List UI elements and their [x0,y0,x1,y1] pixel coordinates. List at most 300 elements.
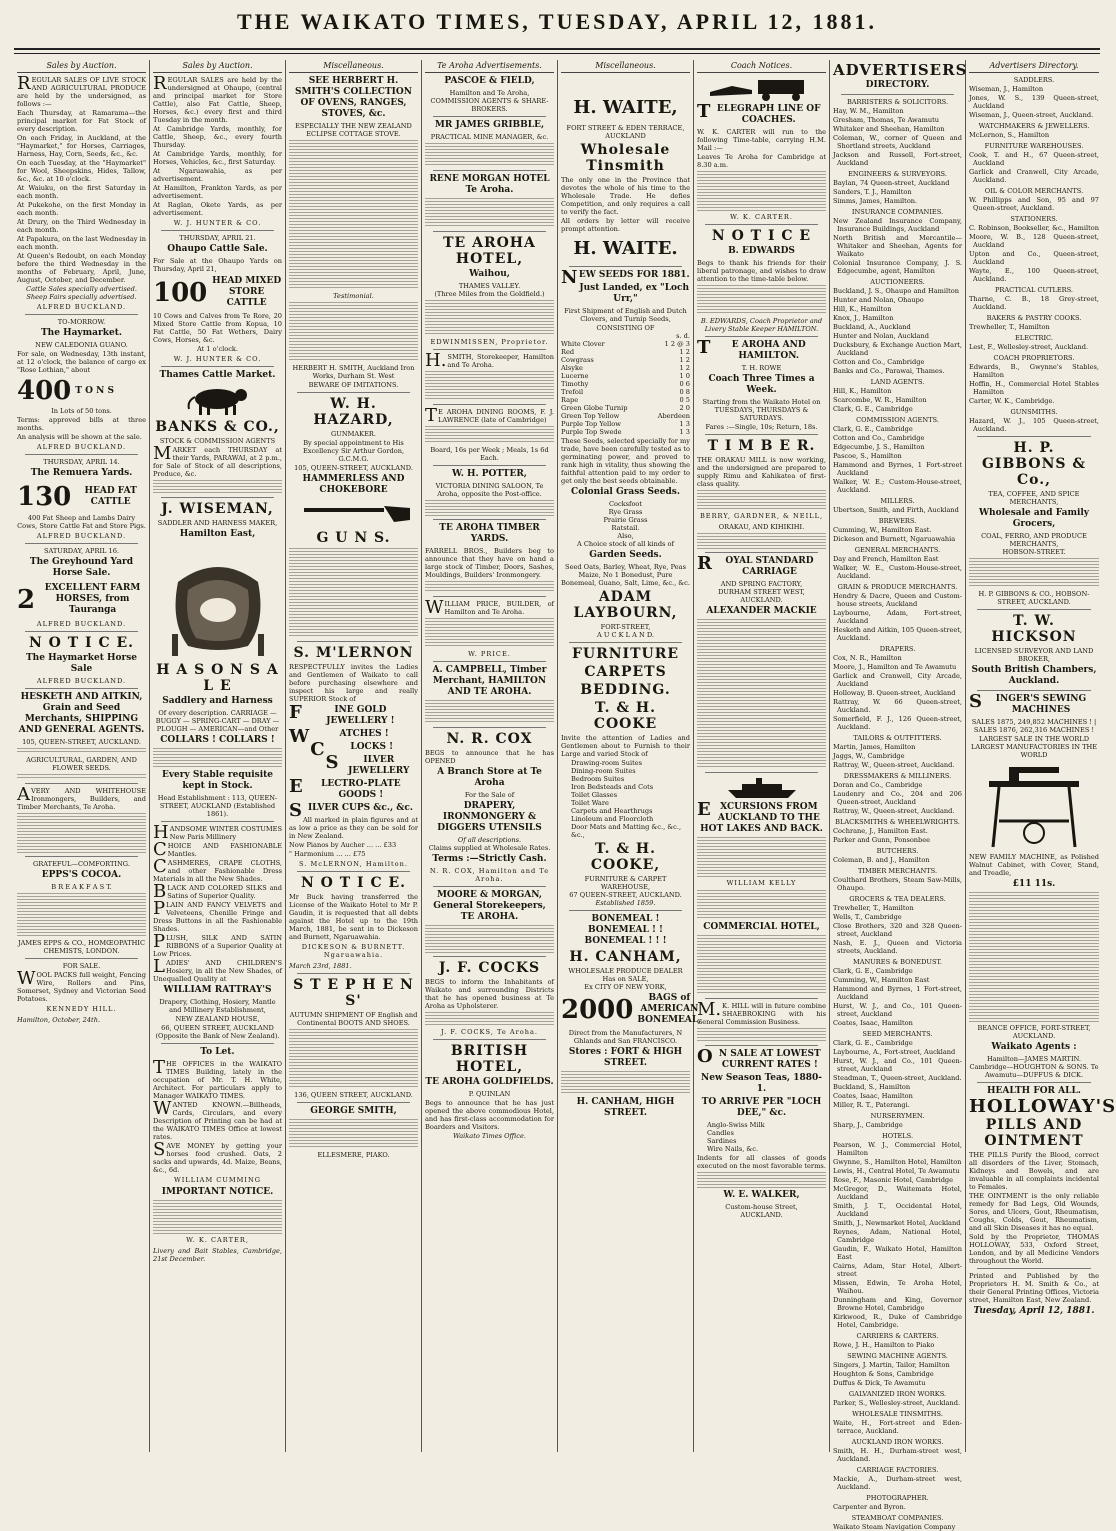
ad-text: FORT-STREET, [600,623,651,631]
directory-entry: Parker and Gunn, Ponsonbee [833,836,931,844]
directory-heading: STATIONERS. [1010,215,1058,223]
ad-text: Printed and Published by the Proprietors H. M. Smith & Co., at their General Printing Offices, Victoria street, Hamilton East, New Zealand. [969,1272,1099,1304]
seed-price: Aberdeen [657,412,690,420]
directory-entry: Rose, F., Masonic Hotel, Cambridge [833,1176,954,1184]
seed-row [561,356,690,364]
seed-name: Alsyke [561,364,583,372]
ad-heading: EXCURSIONS FROM AUCKLAND TO THE HOT LAKES AND BACK. [697,799,823,834]
ad-text: AGRICULTURAL, GARDEN, AND FLOWER SEEDS. [26,756,137,772]
signature: ALFRED BUCKLAND. [36,620,127,628]
directory-heading: GROCERS & TEA DEALERS. [849,895,946,903]
text-lines [289,548,418,638]
ad-text: CONSISTING OF [596,324,655,332]
coach-icon [702,76,822,102]
ad-text: M.K. HILL will in future combine SHAEBROKING with his General Commission Business. [697,999,826,1026]
arrive-item: Wire Nails, &c. [707,1145,759,1153]
directory-entry: Hunter and Nolan, Auckland [833,332,929,340]
ad-heading: THURSDAY, APRIL 21. [179,234,256,242]
head-line [153,274,282,311]
ad-heading: SEE HERBERT H. SMITH'S COLLECTION OF OVENS, RANGES, STOVES, &c. [295,76,412,119]
ad-text: Hamilton—JAMES MARTIN. Cambridge—HOUGHTON & SONS. Te Awamutu—DUFFUS & DICK. [969,1055,1099,1079]
ad-text: LADIES' AND CHILDREN'S Hosiery, in all the New Shades, of Unequalled Quality at [153,956,282,983]
ad-text: Custom-house Street, [725,1203,798,1211]
column-1 [14,60,150,1452]
signature: W. J. HUNTER & CO. [173,355,262,363]
ad-heading: New Season Teas, 1880-1. [701,1073,822,1094]
text-lines [697,619,826,769]
ad-text: THE PILLS Purify the Blood, correct all disorders of the Liver, Stomach, Kidneys and Bowels, and are invaluable in all complaints incidental to Females. [969,1151,1099,1191]
divider [977,609,1091,610]
ad-text: JAMES EPPS & CO., HOMŒOPATHIC CHEMISTS, LONDON. [17,939,146,955]
divider [569,910,682,911]
directory-entry: Rowe, J. H., Hamilton to Piako [833,1341,935,1349]
seed-name: Purple Top Yellow [561,420,621,428]
ad-text: Has on SALE, [602,975,649,983]
text-lines [697,490,826,510]
ad-heading: TO ARRIVE PER "LOCH DEE," &c. [701,1097,822,1118]
ad-text: REGULAR SALES are held by the undersigned at Ohaupo, (central and principal market for Store Cattle), also Fat Cattle, Sheep, Horses, &c.) every first and third Tuesday in the month. [153,73,282,124]
seed-price: 1 2 [679,356,690,364]
text-lines [697,935,826,995]
ad-text: For the Sale of [464,791,515,799]
directory-heading: GRAIN & PRODUCE MERCHANTS. [837,583,958,591]
ad-text: In Lots of 50 tons. [51,407,112,415]
text-lines [697,890,826,920]
ad-text: A Choice stock of all kinds of [577,540,674,548]
ad-text: RESPECTFULLY invites the Ladies and Gentlemen of Waikato to call before purchasing elsewhere and inspect his large and really SUPERIOR Stock of [289,663,418,703]
ad-heading: ALEXANDER MACKIE [706,606,817,616]
ad-text: ESPECIALLY THE NEW ZEALAND ECLIPSE COTTAGE STOVE. [295,122,412,138]
ad-text: Waihou, [469,269,510,279]
ad-text: SADDLER AND HARNESS MAKER, [157,519,278,527]
ad-heading: ELECTRO-PLATE GOODS ! [289,776,401,800]
text-lines [969,558,1099,588]
directory-entry: Walker, W. E., Custom-House-street, Auckland. [833,564,962,580]
divider [297,641,410,642]
divider [25,958,138,959]
directory-entry: Hunter and Nolan, Ohaupo [833,296,924,304]
ad-heading: Saddlery and Harness [162,696,273,706]
directory-entry: Cumming, W., Hamilton East [833,976,930,984]
directory-entry: Dickeson and Burnett, Ngaruawahia [833,535,956,543]
ad-text: HOBSON-STREET. [1002,548,1066,556]
ad-text: COMMISSION AGENTS & SHARE-BROKERS. [430,97,549,113]
ad-text: Drapery, Clothing, Hosiery, Mantle and Millinery Establishment, [159,998,276,1014]
ad-text: B. EDWARDS, Coach Proprietor and Livery Stable Keeper HAMILTON. [700,317,823,333]
ad-heading: H. P. GIBBONS & Co., [981,440,1087,488]
signature: J. F. COCKS, Te Aroha. [441,1028,538,1036]
ad-heading: T. & H. COOKE [593,700,658,732]
ad-heading: BANKS & CO., [155,419,280,435]
horses-line [17,581,146,618]
ad-text: BLACK AND COLORED SILKS and Satins of Superior Quality. [153,881,282,902]
ad-heading: BONEMEAL ! BONEMEAL ! ! BONEMEAL ! ! ! [584,914,667,946]
ad-text: Now Pianos by Aucher ... ... £33 [289,841,397,849]
directory-entry: Steadman, T., Queen-street, Auckland. [833,1074,962,1082]
ad-heading: T. W. HICKSON [991,613,1077,645]
directory-heading: COACH PROPRIETORS. [993,354,1075,362]
directory-entry: Edgecumbe, J. S., Hamilton [833,443,925,451]
seed-name: Timothy [561,380,589,388]
ad-heading: Garden Seeds. [589,550,662,560]
directory-entry: Clark, G. E., Cambridge [833,967,913,975]
ad-heading: SILVER CUPS &c., &c. [289,800,414,821]
directory-entry: Coates, Isaac, Hamilton [833,1019,913,1027]
directory-entry: C. Robinson, Bookseller, &c., Hamilton [969,224,1099,232]
directory-heading: ELECTRIC. [1015,334,1053,342]
directory-heading: SADDLERS. [1013,76,1055,84]
directory-heading: COMMISSION AGENTS. [856,416,939,424]
ad-heading: ADAM LAYBOURN, [573,589,678,621]
divider [433,349,546,350]
furniture-item: Linoleum and Floorcloth [571,815,654,823]
directory-entry: Buckland, S., Hamilton [833,1083,911,1091]
ad-text: BEGS to inform the Inhabitants of Waikato and surrounding Districts that he has opened business at Te Aroha as Upholsterer. [425,978,554,1010]
ad-text: P. QUINLAN [468,1090,511,1098]
directory-entry: Coleman, B. and J., Hamilton [833,856,930,864]
ad-text: AUCKLAND [605,132,646,140]
ad-heading: W. H. POTTER, [452,469,527,479]
masthead-rule-thin [14,53,1100,54]
directory-entry: Mackie, A., Durham-street west, Auckland. [833,1475,962,1491]
ad-text: Seed Oats, Barley, Wheat, Rye, Peas Maize, No 1 Bonedust, Pure Bonemeal, Guano, Salt, Lime, &c., &c. [561,563,690,587]
tons-number: 400 [17,376,72,406]
ad-heading: T. & H. COOKE, [590,841,661,873]
seed-row [561,428,690,436]
directory-entry: Waikato Steam Navigation Company [833,1523,956,1531]
directory-entry: Lewis, H., Central Hotel, Te Awamutu [833,1167,960,1175]
ad-text: WANTED KNOWN.—Billheads, Cards, Circulars, and every Description of Printing can be had at the WAIKATO TIMES Office at lowest rates. [153,1098,282,1141]
directory-heading: ENGINEERS & SURVEYORS. [848,170,947,178]
directory-entry: Tharne, C. B., 18 Grey-street, Auckland. [969,295,1099,311]
ad-text: NEW FAMILY MACHINE, as Polished Walnut Cabinet, with Cover, Stand, and Treadle, [969,853,1099,877]
text-lines [17,893,146,937]
ad-text: STOCK & COMMISSION AGENTS [159,437,276,445]
divider [705,1045,818,1046]
ad-text: These Seeds, selected specially for my trade, have been carefully tested as to germinating power, and proved to rank high in vitality, thus showing the faithful attention paid to my order to get only the best seeds obtainable. [561,437,690,485]
divider [161,366,274,367]
ad-heading: Every Stable requisite kept in Stock. [161,770,274,791]
directory-entry: Cox, N. R., Hamilton [833,654,902,662]
ad-text: NEW ZEALAND HOUSE, [175,1015,260,1023]
ad-text: For sale, on Wednesday, 13th instant, at 12 o'clock, the balance of cargo ex "Rose Lothian," about [17,350,146,374]
directory-entry: Parker, S., Wellesley-street, Auckland. [833,1399,961,1407]
directory-entry: Coulthard Brothers, Steam Saw-Mills, Ohaupo. [833,876,962,892]
ad-text: GUNMAKER. [331,430,376,438]
directory-entry: New Zealand Insurance Company, Insurance Buildings, Auckland [833,217,962,233]
seed-name: White Clover [561,340,605,348]
divider [569,266,682,267]
ad-heading: Just Landed, ex "Loch Urr," [579,283,690,304]
divider [25,631,138,632]
directory-entry: Laybourne, A., Fort-street, Auckland [833,1048,956,1056]
arrive-item: Candles [707,1129,734,1137]
signature: W. K. CARTER. [730,213,793,221]
ad-text: Claims supplied at Wholesale Rates. [428,844,551,852]
divider [569,642,682,643]
text-lines [289,1119,418,1149]
ad-heading: PASCOE & FIELD, [444,76,535,86]
ad-text: AUCKLAND. [740,1211,783,1219]
horses-number: 2 [17,584,36,615]
ad-heading: N O T I C E [711,228,812,244]
column-2 [150,60,286,1452]
directory-entry: Gresham, Thomas, Te Awamutu [833,116,940,124]
ad-text: LARGEST SALE IN THE WORLD LARGEST MANUFACTORIES IN THE WORLD [970,735,1098,759]
seed-name: Cowgrass [561,356,594,364]
directory-entry: Whitaker and Sheehan, Hamilton [833,125,945,133]
fat-number: 130 [17,482,72,512]
ad-text: Indents for all classes of goods executed on the most favorable terms. [697,1154,826,1170]
gun-icon [294,498,414,528]
directory-heading: PRACTICAL CUTLERS. [994,286,1074,294]
directory-entry: Colonial Insurance Company, J. S. Edgecumbe, agent, Hamilton [833,259,962,275]
ad-text: First Shipment of English and Dutch Clovers, and Turnip Seeds, [564,307,687,323]
ad-text: At Cambridge Yards, monthly, for Horses, Vehicles, &c., first Saturday. [153,150,282,166]
directory-entry: Close Brothers, 320 and 328 Queen-street, Auckland [833,922,962,938]
ad-heading: COLLARS ! COLLARS ! [160,735,275,745]
ad-text: W. K. CARTER will run to the following Time-table, carrying H.M. Mail :— [697,128,826,152]
directory-entry: Buckland, J. S., Ohaupo and Hamilton [833,287,960,295]
directory-entry: Garlick and Cranwell, City Arcade, Auckland. [969,168,1099,184]
ad-text: BEWARE OF IMITATIONS. [308,381,399,389]
ad-text: At Hamilton, Frankton Yards, as per advertisement. [153,184,282,200]
divider [433,661,546,662]
directory-entry: Cotton and Co., Cambridge [833,434,925,442]
directory-entry: Upton and Co., Queen-street, Auckland [969,250,1099,266]
seed-row [561,364,690,372]
ad-text: ORAKAU, AND KIHIKIHI. [718,523,805,531]
text-lines [425,618,554,648]
signature: W. J. HUNTER & CO. [173,219,262,227]
ad-heading: N O T I C E. [300,875,407,891]
directory-entry: Wiseman, J., Queen-street, Auckland. [969,111,1094,119]
ad-text: On each Tuesday, at the "Haymarket" for Wool, Sheepskins, Hides, Tallow, &c., &c. at 10 o'clock. [17,159,146,183]
divider [297,973,410,974]
text-lines [153,748,282,768]
furniture-item: Bedroom Suites [571,775,625,783]
directory-entry: Waite, H., Fort-street and Eden-terrace, Auckland. [833,1419,962,1435]
seed-row [561,372,690,380]
fat-cattle-line [17,481,146,513]
directory-heading: TIMBER MERCHANTS. [857,867,938,875]
ad-heading: N O T I C E. [28,635,135,651]
seed-name: Green Globe Turnip [561,404,628,412]
directory-entry: Rattray, W., Queen-street, Auckland. [833,807,955,815]
ad-text: Sold by the Proprietor, THOMAS HOLLOWAY, 533, Oxford Street, London, and by all Medicine Vendors throughout the World. [969,1233,1099,1265]
divider [161,230,274,231]
ad-heading: The Remuera Yards. [30,468,133,478]
divider [977,436,1091,437]
ad-text: ELLESMERE, PIAKO. [317,1151,390,1159]
signature: ALFRED BUCKLAND. [36,677,127,685]
column-heading: Coach Notices. [697,60,826,73]
ad-heading: Wholesale Tinsmith [580,142,671,174]
ad-text: A U C K L A N D. [596,631,655,639]
text-lines [17,774,146,780]
seed-price: 0 5 [679,396,690,404]
divider [297,871,410,872]
ad-heading: RENE MORGAN HOTEL Te Aroha. [429,174,550,195]
ad-heading: TE AROHA AND HAMILTON. [697,337,806,361]
ad-text: By special appointment to His Excellency Sir Arthur Gordon, G.C.M.G. [302,439,405,463]
directory-entry: Smith, J. T., Occidental Hotel, Auckland [833,1202,962,1218]
directory-entry: Sharp, J., Cambridge [833,1121,903,1129]
directory-entry: Kirkwood, R., Duke of Cambridge Hotel, Cambridge. [833,1313,962,1329]
ad-text: Of all descriptions. [457,836,522,844]
divider [705,552,818,553]
ad-text: LICENSED SURVEYOR AND LAND BROKER, [974,647,1094,663]
directory-entry: Gwynne, S., Hamilton Hotel, Hamilton [833,1158,962,1166]
directory-entry: Jackson and Russell, Fort-street, Auckland [833,151,962,167]
divider [161,497,274,498]
directory-entry: Banks and Co., Parawai, Thames. [833,367,945,375]
directory-entry: W. Phillipps and Son, 95 and 97 Queen-street, Auckland. [969,196,1099,212]
seed-row [561,412,690,420]
ad-text: REGULAR SALES OF LIVE STOCK AND AGRICULTURAL PRODUCE are held by the undersigned, as follows :— [17,73,146,108]
directory-heading: BREWERS. [878,517,917,525]
ad-heading: G U N S. [316,530,391,546]
column-7 [830,60,968,1531]
ad-heading: IMPORTANT NOTICE. [161,1187,274,1197]
text-lines [425,700,554,724]
directory-entry: Dunningham and King, Governor Browne Hotel, Cambridge [833,1296,962,1312]
head-label: HEAD MIXED STORE CATTLE [212,276,282,308]
ad-text: BEGS to announce that he has OPENED [425,749,554,765]
directory-heading: TAILORS & OUTFITTERS. [853,734,942,742]
text-lines [153,1200,282,1234]
signature: EDWINMISSEN, Proprietor. [430,338,549,346]
tons-line [17,375,146,407]
ad-text: Livery and Bait Stables, Cambridge, 21st December. [153,1247,282,1263]
directory-heading: FURNITURE WAREHOUSES. [984,142,1084,150]
directory-entry: Knox, J., Hamilton [833,314,894,322]
ad-heading: Stores : FORT & HIGH STREET. [568,1047,683,1068]
text-lines [425,1012,554,1026]
masthead [0,0,1114,52]
ad-heading: SATURDAY, APRIL 16. [43,547,120,555]
grass-item: Rye Grass [608,508,643,516]
directory-entry: Carter, W. K., Cambridge. [969,397,1055,405]
directory-entry: Doran and Co., Cambridge [833,781,923,789]
ad-heading: N. R. COX [446,731,533,747]
arrive-item: Sardines [707,1137,737,1145]
ad-text: MARKET each THURSDAY at their Yards, PARAWAI, at 2 p.m., for Sale of Stock of all descriptions, Produce, &c. [153,443,282,478]
ad-heading: NEW CALEDONIA GUANO. [35,341,128,349]
directory-heading: AUCKLAND IRON WORKS. [851,1438,944,1446]
directory-entry: Hurst, W. J., and Co., 101 Queen-street, Auckland [833,1057,962,1073]
directory-entry: Hoffin, H., Commercial Hotel Stables Hamilton [969,380,1099,396]
ad-text: For Sale at the Ohaupo Yards on Thursday, April 21, [153,257,282,273]
directory-entry: Hammond and Byrnes, 1 Fort-street Auckland [833,461,962,477]
ad-heading: TE AROHA TIMBER YARDS. [439,523,540,544]
directory-entry: Clark, G. E., Cambridge [833,1039,913,1047]
directory-entry: Hill, K., Hamilton [833,305,892,313]
ad-text: March 23rd, 1881. [289,962,352,970]
directory-entry: Nash, E. J., Queen and Victoria streets, Auckland. [833,939,962,955]
directory-heading: AUCTIONEERS. [870,278,925,286]
directory-entry: Hurst, W. J., and Co., 101 Queen-street, Auckland [833,1002,962,1018]
directory-heading: OIL & COLOR MERCHANTS. [984,187,1084,195]
column-4 [422,60,558,1452]
divider [433,1039,546,1040]
ad-text: 105, QUEEN-STREET, AUCKLAND. [294,464,413,472]
seed-price: 1 0 [679,372,690,380]
seed-name: Red [561,348,575,356]
directory-entry: Coleman, W., corner of Queen and Shortland streets, Auckland [833,134,962,150]
divider [433,956,546,957]
ad-heading: A. CAMPBELL, Timber Merchant, HAMILTON AND TE AROHA. [432,665,547,697]
text-lines [697,285,826,315]
directory-entry: Moore, W. B., 128 Queen-street, Auckland [969,233,1099,249]
text-lines [17,748,146,754]
seed-row [561,396,690,404]
ad-text: At Raglan, Okete Yards, as per advertisement. [153,201,282,217]
ad-text: Board, 16s per Week ; Meals, 1s 6d Each. [430,446,549,462]
ad-heading: ROYAL STANDARD CARRIAGE [697,553,814,577]
divider [433,116,546,117]
ad-text: At Waiuku, on the first Saturday in each month. [17,184,146,200]
ad-text: H.SMITH, Storekeeper, Hamilton and Te Aroha. [425,350,554,371]
directory-entry: Ducksbury, & Exchange Auction Mart, Auckland [833,341,962,357]
column-heading: Sales by Auction. [17,60,146,73]
ad-text: HERBERT H. SMITH, Auckland Iron Works, Durham St. West [292,364,415,380]
head-number: 100 [153,277,208,308]
divider [977,1268,1091,1269]
ad-heading: S. M'LERNON [293,645,414,661]
divider [161,1043,274,1044]
directory-heading: BAKERS & PASTRY COOKS. [986,314,1082,322]
seed-price-list [561,340,690,436]
text-lines [425,198,554,228]
column-5 [558,60,702,1452]
furniture-item: Carpets and Hearthrugs [571,807,653,815]
column-heading: Sales by Auction. [153,60,282,73]
tons-label: T O N S [75,385,114,396]
divider [297,1102,410,1103]
ad-text: (Three Miles from the Goldfield.) [434,290,545,298]
text-lines [425,426,554,444]
seed-name: Lucerne [561,372,589,380]
ad-heading: H. CANHAM, [569,949,682,965]
directory-entry: Cotton and Co., Cambridge [833,358,925,366]
directory-heading: NURSERYMEN. [870,1112,925,1120]
ad-text: WHOLESALE PRODUCE DEALER [568,967,683,975]
ad-heading: GEORGE SMITH, [310,1106,397,1116]
signature: N. R. COX, Hamilton and Te Aroha. [429,867,550,883]
ad-text: " Harmonium ... ... £75 [289,850,366,858]
ad-heading: ON SALE AT LOWEST CURRENT RATES ! [697,1046,821,1070]
ad-text: THE OINTMENT is the only reliable remedy for Bad Legs, Old Wounds, Sores, and Ulcers, Gout, Rheumatism, Coughs, Colds, Gout, Rheumatism, and all Skin Diseases it has no equal. [969,1192,1099,1232]
divider [433,404,546,405]
directory-heading: INSURANCE COMPANIES. [851,208,944,216]
text-lines [153,480,282,494]
ad-text: Fares :—Single, 10s; Return, 18s. [705,423,818,431]
column-8 [966,60,1116,1452]
ad-heading: H. CANHAM, HIGH STREET. [576,1097,675,1118]
ad-text: PRACTICAL MINE MANAGER, &c. [430,133,549,141]
ad-text: s. d. [676,332,690,340]
divider [25,688,138,689]
text-lines [425,500,554,516]
text-lines [969,892,1099,1022]
seed-price: 1 2 [679,364,690,372]
ad-heading: T I M B E R. [707,438,816,454]
directory-entry: Day and French, Hamilton East [833,555,939,563]
signature: S. McLERNON, Hamilton. [299,860,408,868]
directory-entry: North British and Mercantile—Whitaker and Sheehan, Agents for Waikato [833,234,962,258]
ad-heading: FURNITURE [571,646,680,662]
